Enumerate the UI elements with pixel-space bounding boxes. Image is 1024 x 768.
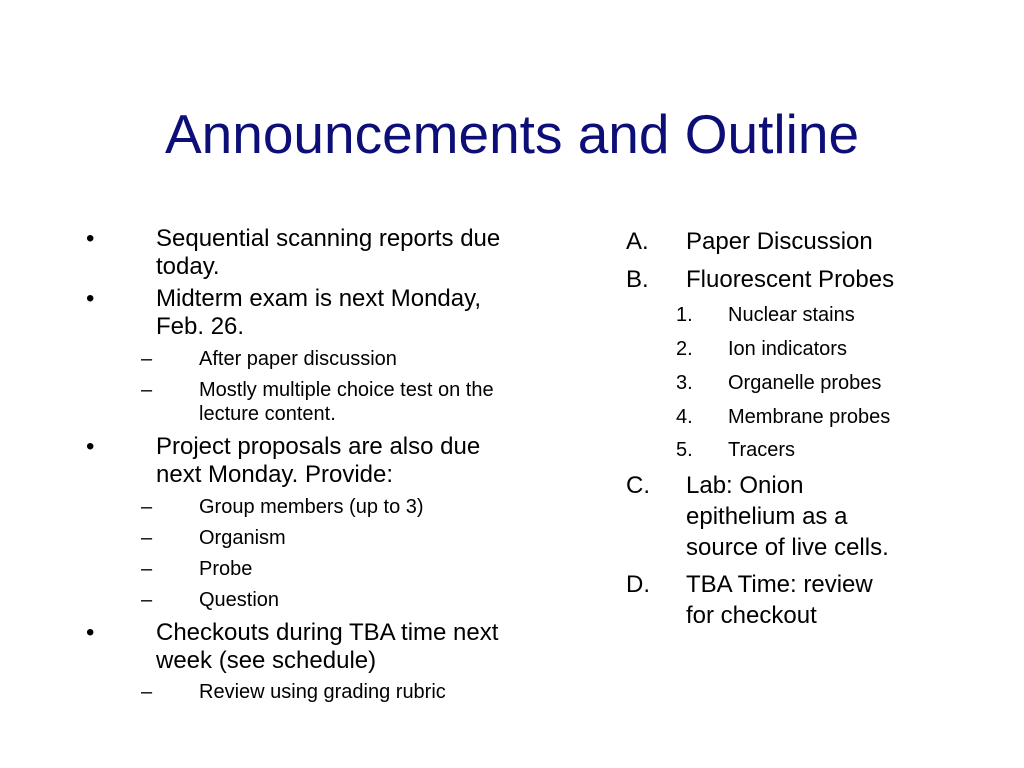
outline-marker: 1. xyxy=(676,304,693,326)
bullet-text xyxy=(156,433,480,489)
dash-marker: – xyxy=(141,558,153,580)
outline-text-line: for checkout xyxy=(686,602,817,629)
outline-text-line: epithelium as a xyxy=(686,503,848,530)
bullet-text xyxy=(156,225,500,281)
outline-marker: C. xyxy=(626,472,650,499)
sub-bullet-text xyxy=(199,378,494,426)
outline-text: Paper Discussion xyxy=(686,228,873,255)
bullet-text-line: week (see schedule) xyxy=(156,647,377,674)
bullet-text-line: Sequential scanning reports due xyxy=(156,225,501,252)
dash-marker: – xyxy=(141,379,153,401)
bullet-text-line: Feb. 26. xyxy=(156,313,245,340)
outline-text-line: Lab: Onion xyxy=(686,472,804,499)
sub-bullet-text: Question xyxy=(199,589,280,611)
bullet-text-line: Midterm exam is next Monday, xyxy=(156,285,481,312)
dash-marker: – xyxy=(141,496,153,518)
bullet-marker: • xyxy=(86,285,95,312)
bullet-marker: • xyxy=(86,225,95,252)
bullet-marker: • xyxy=(86,619,95,646)
outline-text: Ion indicators xyxy=(728,338,847,360)
outline-text: Organelle probes xyxy=(728,372,882,394)
bullet-text xyxy=(156,619,498,675)
outline-marker: 4. xyxy=(676,406,693,428)
outline-text-line: source of live cells. xyxy=(686,534,889,561)
dash-marker: – xyxy=(141,589,153,611)
outline-text: Tracers xyxy=(728,439,796,461)
bullet-marker: • xyxy=(86,433,95,460)
outline-text xyxy=(686,470,889,563)
sub-bullet-text: Group members (up to 3) xyxy=(199,496,424,518)
slide-title: Announcements and Outline xyxy=(164,103,860,165)
bullet-text-line: Project proposals are also due xyxy=(156,433,481,460)
outline-marker: 3. xyxy=(676,372,693,394)
outline-marker: B. xyxy=(626,266,649,293)
outline-marker: A. xyxy=(626,228,649,255)
outline-text: Membrane probes xyxy=(728,406,891,428)
outline-marker: 5. xyxy=(676,439,693,461)
dash-marker: – xyxy=(141,681,153,703)
sub-bullet-text: Organism xyxy=(199,527,286,549)
bullet-text-line: today. xyxy=(156,253,220,280)
outline-marker: D. xyxy=(626,571,650,598)
outline-text: Nuclear stains xyxy=(728,304,855,326)
dash-marker: – xyxy=(141,527,153,549)
outline-text xyxy=(686,569,873,631)
bullet-text-line: next Monday. Provide: xyxy=(156,461,394,488)
outline-text: Fluorescent Probes xyxy=(686,266,895,293)
bullet-text-line: Checkouts during TBA time next xyxy=(156,619,499,646)
outline-text-line: TBA Time: review xyxy=(686,571,873,598)
sub-bullet-text: Review using grading rubric xyxy=(199,681,446,703)
dash-marker: – xyxy=(141,348,153,370)
sub-bullet-text-line: lecture content. xyxy=(199,403,336,425)
sub-bullet-text: Probe xyxy=(199,558,253,580)
sub-bullet-text: After paper discussion xyxy=(199,348,397,370)
outline-marker: 2. xyxy=(676,338,693,360)
sub-bullet-text-line: Mostly multiple choice test on the xyxy=(199,379,494,401)
bullet-text xyxy=(156,285,481,341)
